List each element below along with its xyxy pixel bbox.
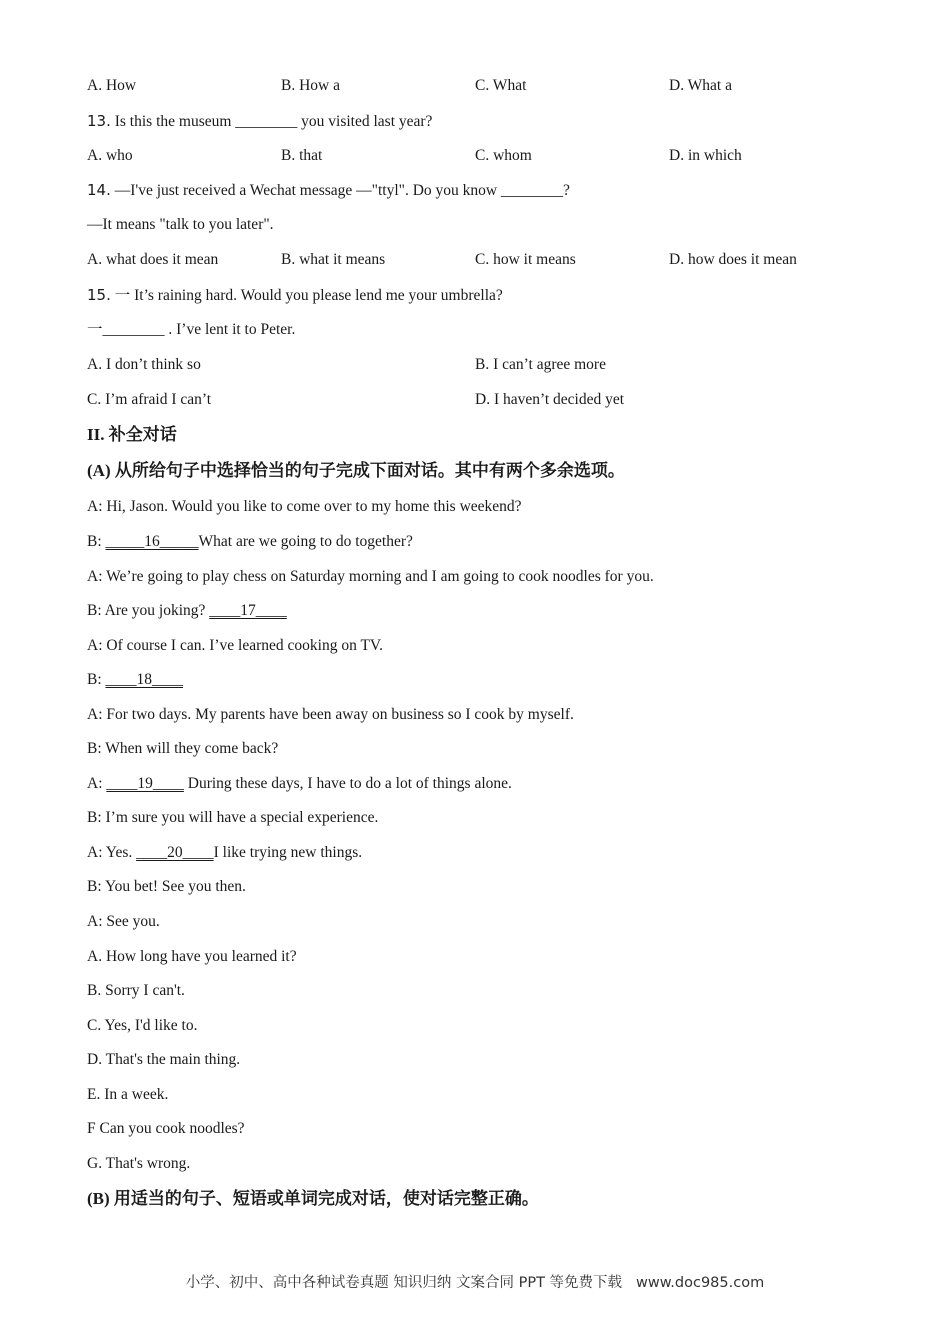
q15-reply: 一________ . I’ve lent it to Peter. — [87, 321, 296, 338]
dialogue-line-1: A: Hi, Jason. Would you like to come over to my home this weekend? — [87, 498, 522, 515]
choice-e: E. In a week. — [87, 1086, 169, 1103]
part-b-instruction: (B) 用适当的句子、短语或单词完成对话，使对话完整正确。 — [87, 1189, 539, 1208]
section-title: II. 补全对话 — [87, 425, 177, 444]
dialogue-line-10: B: I’m sure you will have a special experience. — [87, 809, 379, 826]
dialogue-text: B: Are you joking? — [87, 602, 210, 619]
q15-option-b: B. I can’t agree more — [475, 356, 606, 373]
q12-option-c: C. What — [475, 77, 527, 94]
choice-b: B. Sorry I can't. — [87, 982, 185, 999]
q14-stem — [87, 180, 570, 201]
q15-option-c: C. I’m afraid I can’t — [87, 391, 212, 408]
q13-text: Is this the museum ________ you visited last year? — [110, 113, 433, 130]
dialogue-line-13: A: See you. — [87, 913, 160, 930]
dialogue-text: I like trying new things. — [213, 844, 363, 861]
blank-19: ____19____ — [106, 775, 184, 792]
dialogue-text: What are we going to do together? — [198, 533, 413, 550]
q13-number: 13. — [87, 112, 111, 130]
blank-18: ____18____ — [105, 671, 184, 688]
dialogue-line-4 — [87, 601, 287, 621]
page-footer — [0, 1271, 950, 1292]
q12-option-a: A. How — [87, 77, 137, 94]
q14-option-b: B. what it means — [281, 251, 386, 268]
q14-number: 14. — [87, 181, 111, 199]
dialogue-text: During these days, I have to do a lot of things alone. — [183, 775, 512, 792]
dialogue-line-12: B: You bet! See you then. — [87, 878, 246, 895]
q12-option-d: D. What a — [669, 77, 732, 94]
q15-stem — [87, 285, 503, 306]
q14-option-d: D. how does it mean — [669, 251, 797, 268]
q14-reply: —It means "talk to you later". — [87, 216, 274, 233]
footer-text: 小学、初中、高中各种试卷真题 知识归纳 文案合同 PPT 等免费下载 — [185, 1275, 623, 1291]
blank-20: ____20____ — [136, 844, 214, 861]
choice-c: C. Yes, I'd like to. — [87, 1017, 198, 1034]
q15-option-d: D. I haven’t decided yet — [475, 391, 625, 408]
q13-option-a: A. who — [87, 147, 133, 164]
q13-option-d: D. in which — [669, 147, 742, 164]
q12-option-b: B. How a — [281, 77, 340, 94]
q13-option-b: B. that — [281, 147, 323, 164]
q15-option-a: A. I don’t think so — [87, 356, 201, 373]
dialogue-line-8: B: When will they come back? — [87, 740, 279, 757]
dialogue-speaker: B: — [87, 533, 106, 550]
dialogue-line-9 — [87, 774, 512, 794]
dialogue-line-6 — [87, 670, 183, 690]
dialogue-line-3: A: We’re going to play chess on Saturday morning and I am going to cook noodles for you. — [87, 568, 654, 585]
choice-f: F Can you cook noodles? — [87, 1120, 245, 1137]
q15-text: 一 It’s raining hard. Would you please lend me your umbrella? — [110, 287, 503, 304]
dialogue-speaker: B: — [87, 671, 106, 688]
blank-17: ____17____ — [209, 602, 287, 619]
footer-url[interactable]: www.doc985.com — [636, 1275, 765, 1291]
dialogue-line-11 — [87, 843, 362, 863]
q15-number: 15. — [87, 286, 111, 304]
choice-g: G. That's wrong. — [87, 1155, 191, 1172]
dialogue-text: A: Yes. — [87, 844, 137, 861]
blank-16: _____16_____ — [105, 533, 199, 550]
dialogue-line-2 — [87, 532, 413, 552]
q13-stem — [87, 111, 432, 132]
choice-a: A. How long have you learned it? — [87, 948, 297, 965]
part-a-instruction: (A) 从所给句子中选择恰当的句子完成下面对话。其中有两个多余选项。 — [87, 461, 625, 480]
q14-option-c: C. how it means — [475, 251, 576, 268]
choice-d: D. That's the main thing. — [87, 1051, 241, 1068]
q14-text: —I've just received a Wechat message —"ttyl". Do you know ________? — [110, 182, 570, 199]
q14-option-a: A. what does it mean — [87, 251, 219, 268]
dialogue-speaker: A: — [87, 775, 107, 792]
dialogue-line-7: A: For two days. My parents have been away on business so I cook by myself. — [87, 706, 574, 723]
dialogue-line-5: A: Of course I can. I’ve learned cooking on TV. — [87, 637, 383, 654]
q13-option-c: C. whom — [475, 147, 532, 164]
